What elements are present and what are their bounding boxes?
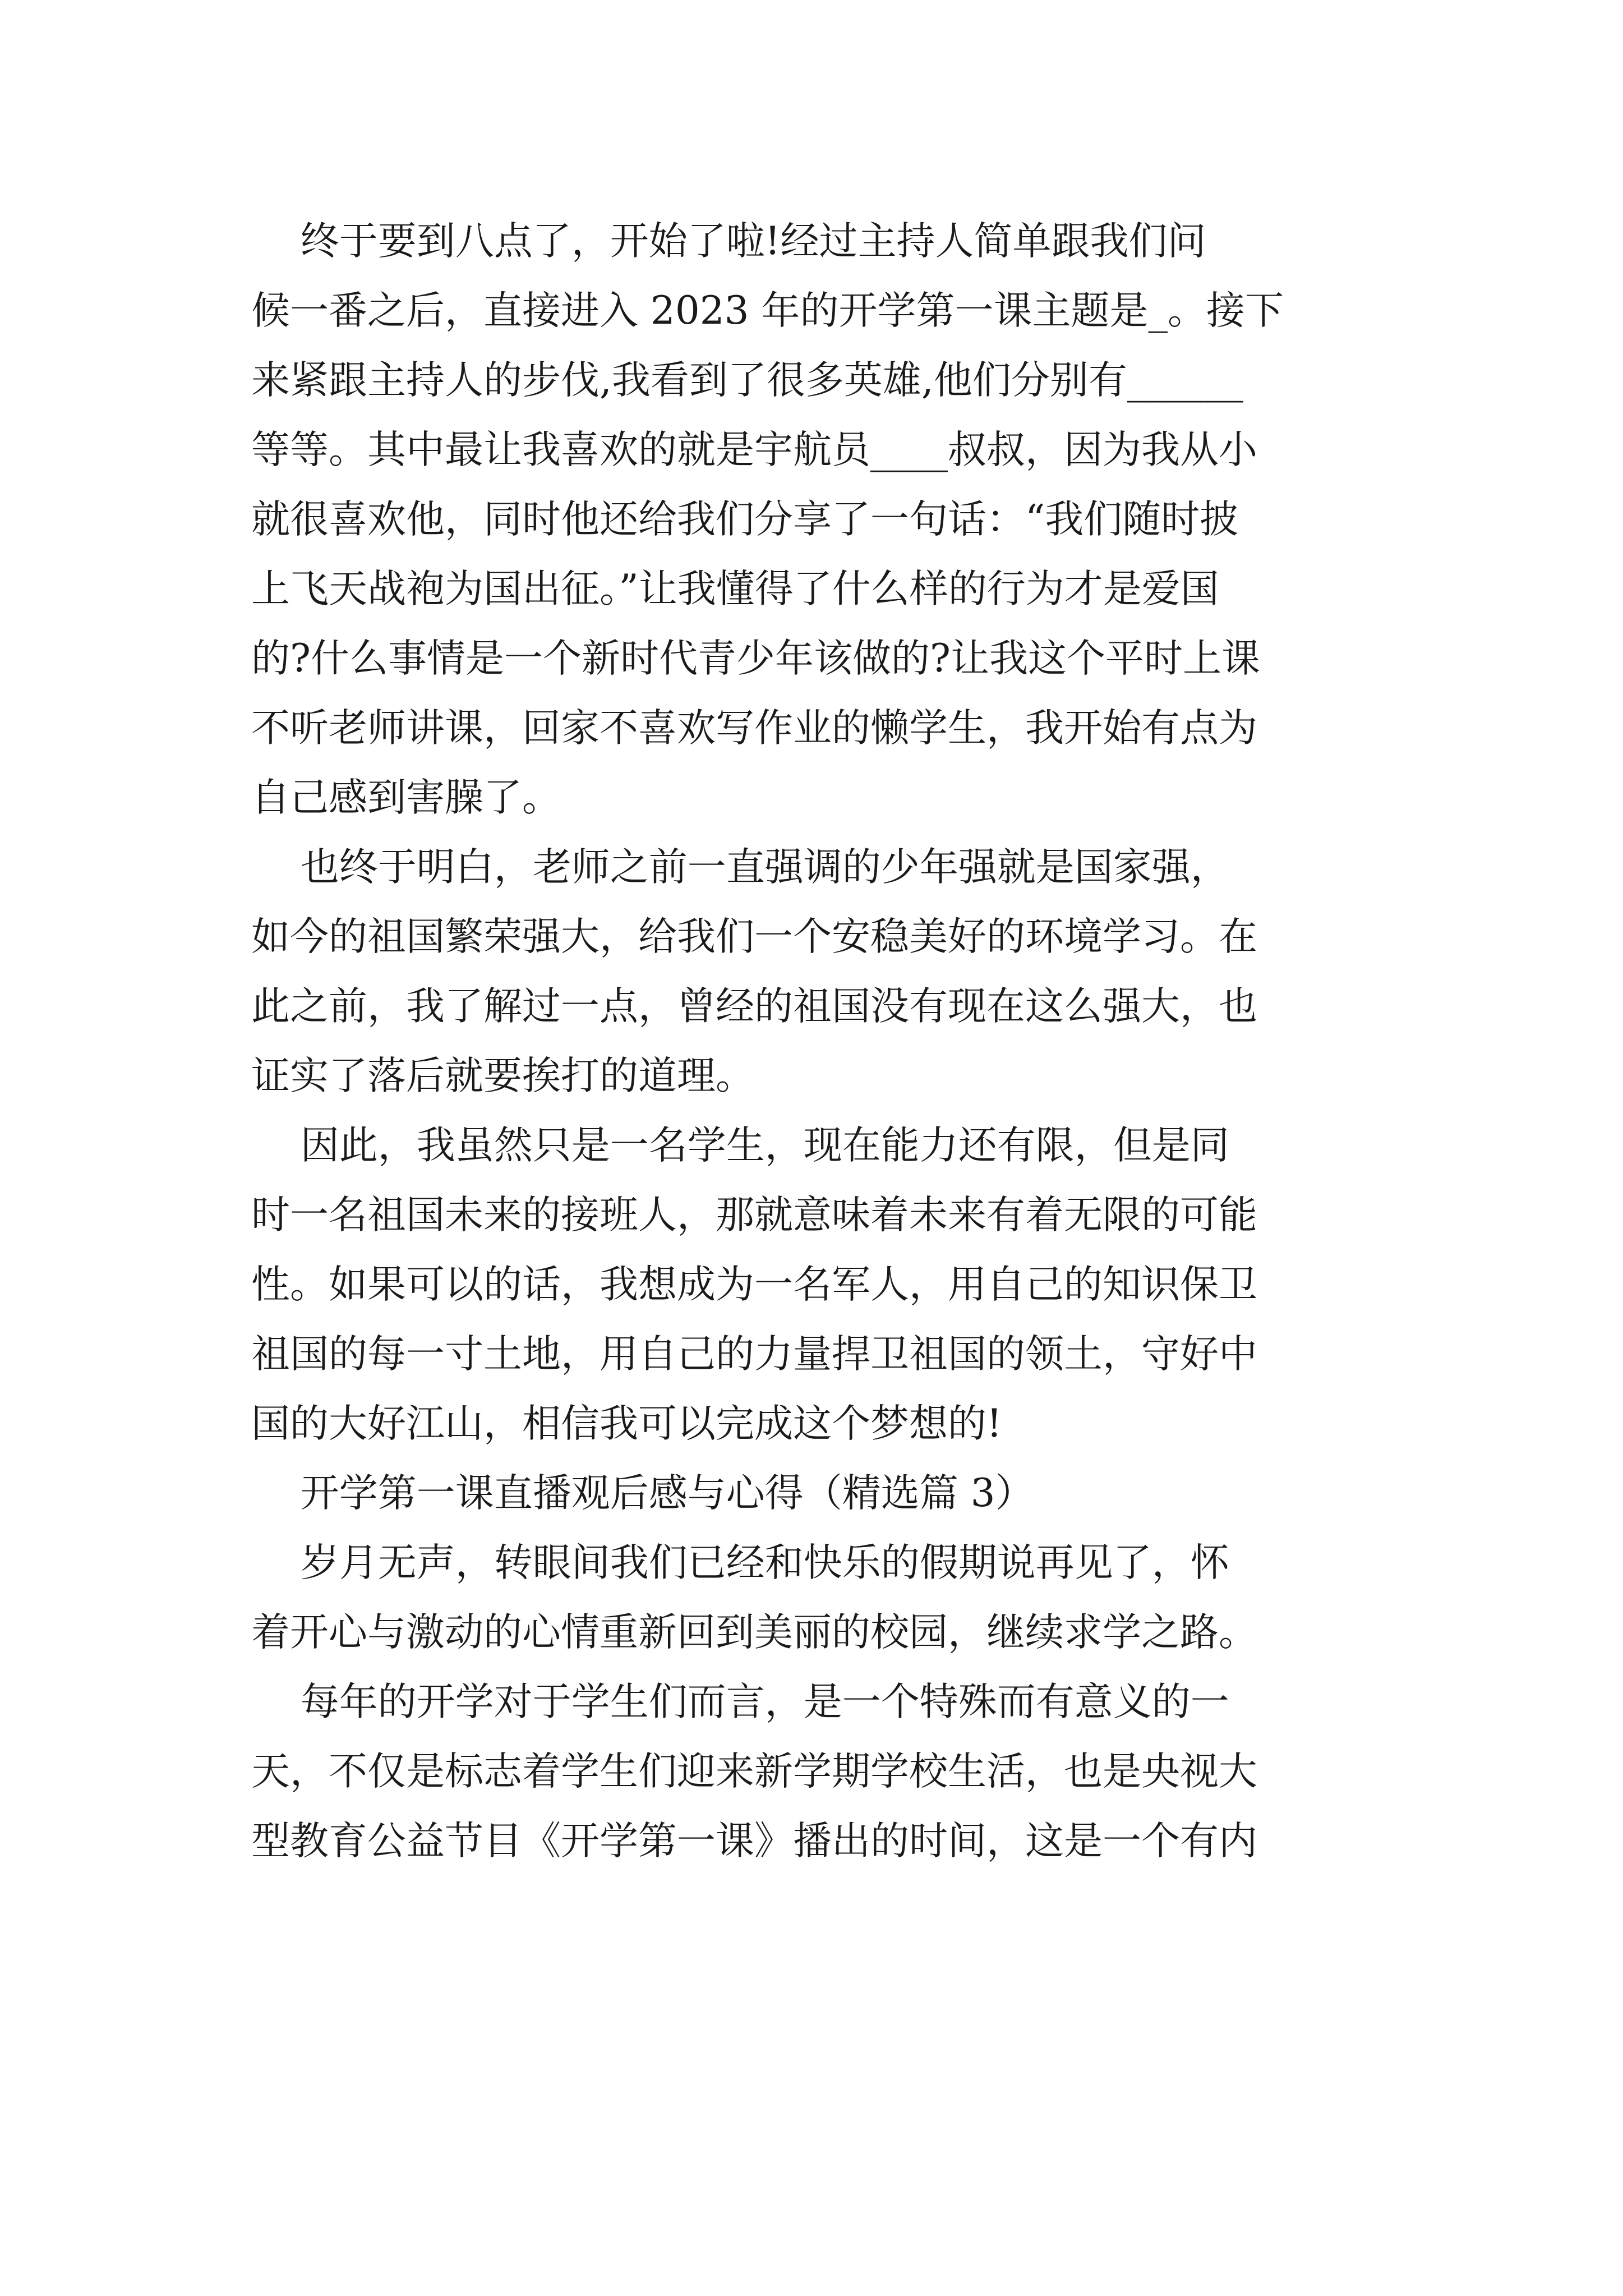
section-heading: 开学第一课直播观后感与心得（精选篇 3） [251, 1471, 1034, 1516]
text-line: 型教育公益节目《开学第一课》播出的时间，这是一个有内 [251, 1819, 1257, 1864]
text-line: 因此，我虽然只是一名学生，现在能力还有限，但是同 [251, 1123, 1229, 1168]
text-line: 终于要到八点了，开始了啦!经过主持人简单跟我们问 [251, 219, 1206, 264]
text-line: 着开心与激动的心情重新回到美丽的校园，继续求学之路。 [251, 1610, 1257, 1655]
text-line: 如今的祖国繁荣强大，给我们一个安稳美好的环境学习。在 [251, 914, 1257, 959]
text-line: 等等。其中最让我喜欢的就是宇航员____叔叔，因为我从小 [251, 427, 1257, 472]
text-line: 国的大好江山，相信我可以完成这个梦想的! [251, 1401, 1002, 1446]
text-line: 岁月无声，转眼间我们已经和快乐的假期说再见了，怀 [251, 1540, 1229, 1585]
text-line: 时一名祖国未来的接班人，那就意味着未来有着无限的可能 [251, 1193, 1257, 1237]
text-line: 上飞天战袍为国出征。”让我懂得了什么样的行为才是爱国 [251, 567, 1219, 611]
text-line: 来紧跟主持人的步伐,我看到了很多英雄,他们分别有______ [251, 358, 1243, 403]
text-line: 不听老师讲课，回家不喜欢写作业的懒学生，我开始有点为 [251, 706, 1257, 751]
text-line: 证实了落后就要挨打的道理。 [251, 1053, 754, 1098]
text-line: 此之前，我了解过一点，曾经的祖国没有现在这么强大，也 [251, 984, 1257, 1029]
text-line: 自己感到害臊了。 [251, 775, 561, 820]
text-line: 性。如果可以的话，我想成为一名军人，用自己的知识保卫 [251, 1262, 1257, 1307]
text-line: 天，不仅是标志着学生们迎来新学期学校生活，也是央视大 [251, 1749, 1257, 1794]
text-line: 就很喜欢他，同时他还给我们分享了一句话：“我们随时披 [251, 497, 1239, 542]
text-line: 候一番之后，直接进入 2023 年的开学第一课主题是_。接下 [251, 288, 1284, 333]
text-line: 也终于明白，老师之前一直强调的少年强就是国家强， [251, 845, 1229, 890]
text-line: 祖国的每一寸土地，用自己的力量捍卫祖国的领土，守好中 [251, 1332, 1257, 1377]
text-line: 的?什么事情是一个新时代青少年该做的?让我这个平时上课 [251, 636, 1260, 681]
text-line: 每年的开学对于学生们而言，是一个特殊而有意义的一 [251, 1680, 1229, 1724]
document-body [251, 206, 1387, 1876]
